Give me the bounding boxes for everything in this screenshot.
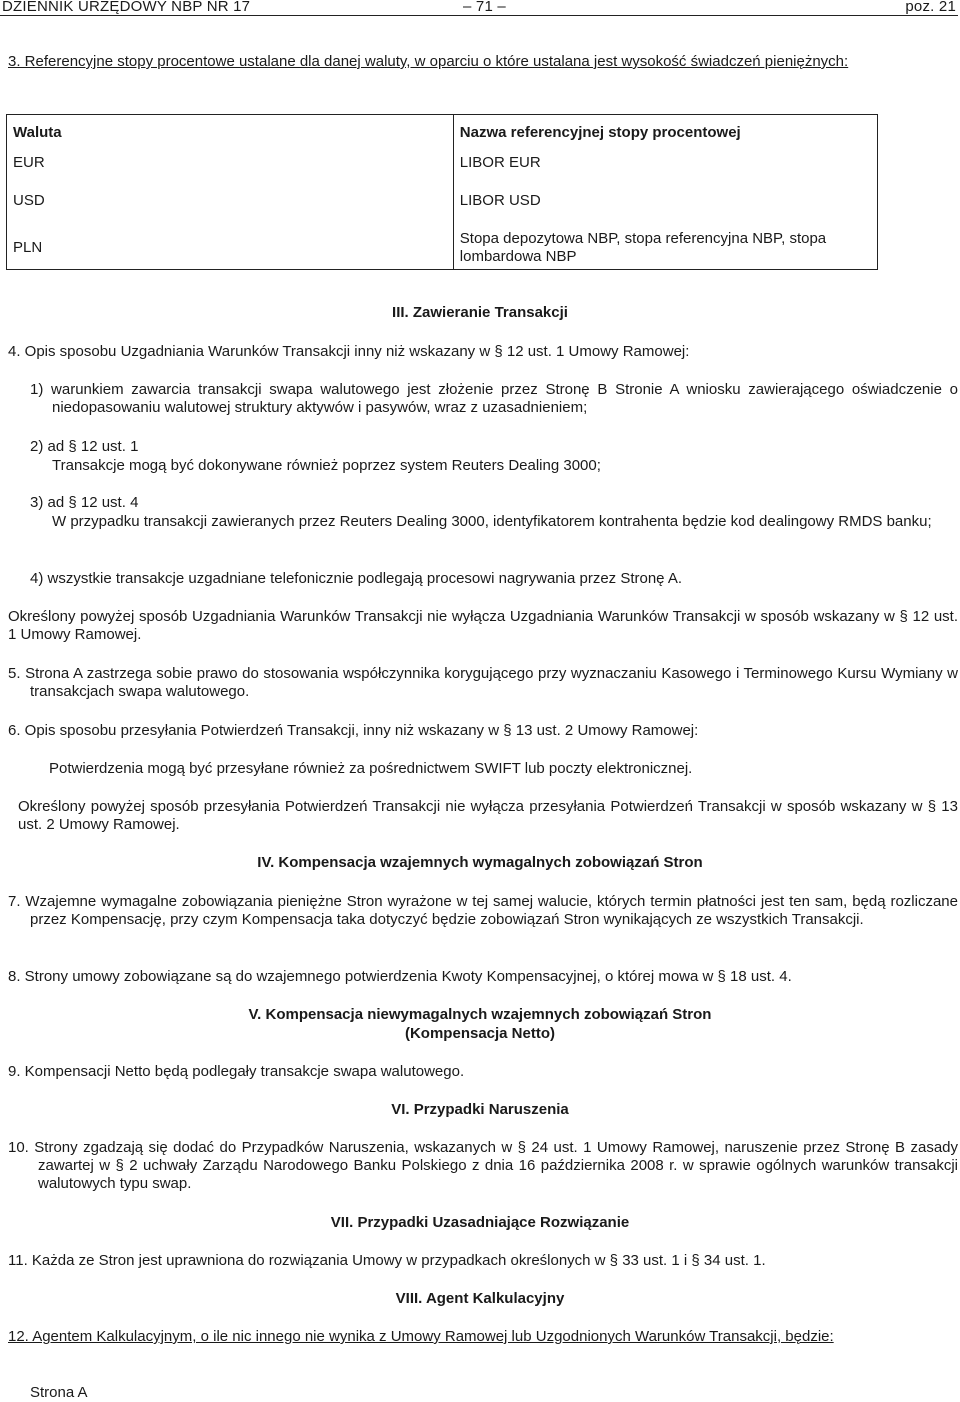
paragraph-4-4: 4) wszystkie transakcje uzgadniane telefonicznie podlegają procesowi nagrywania przez Stronę A. xyxy=(30,570,683,587)
paragraph-4-3-text: W przypadku transakcji zawieranych przez Reuters Dealing 3000, identyfikatorem kontrahenta będzie kod dealingowy RMDS banku; xyxy=(52,513,932,530)
paragraph-4: 4. Opis sposobu Uzgadniania Warunków Transakcji inny niż wskazany w § 12 ust. 1 Umowy Ramowej: xyxy=(8,343,690,360)
position-number: poz. 21 xyxy=(905,0,956,15)
table-cell: USD xyxy=(7,192,454,230)
journal-title: DZIENNIK URZĘDOWY NBP NR 17 xyxy=(2,0,251,15)
table-header-rate-name: Nazwa referencyjnej stopy procentowej xyxy=(459,124,741,141)
paragraph-4-note: Określony powyżej sposób Uzgadniania Warunków Transakcji nie wyłącza Uzgadniania Warunków Transakcji w sposób wskazany w § 12 ust. 1 Umowy Ramowej. xyxy=(8,608,958,643)
table-row xyxy=(7,154,878,192)
paragraph-4-1: 1) warunkiem zawarcia transakcji swapa walutowego jest złożenie przez Stronę B Stronie A wniosku zawierającego oświadczenie o niedopasowaniu walutowej struktury aktywów i pasywów, wraz z uzasadnieniem; xyxy=(30,381,958,416)
section-heading: IV. Kompensacja wzajemnych wymagalnych zobowiązań Stron xyxy=(257,854,703,871)
paragraph-4-3-heading: 3) ad § 12 ust. 4 xyxy=(30,494,139,511)
table-header-row xyxy=(7,115,878,155)
table-cell: LIBOR EUR xyxy=(459,154,541,171)
table-cell: Stopa depozytowa NBP, stopa referencyjna NBP, stopa lombardowa NBP xyxy=(459,230,827,265)
paragraph-9: 9. Kompensacji Netto będą podlegały transakcje swapa walutowego. xyxy=(8,1063,465,1080)
reference-rates-table xyxy=(6,114,878,270)
table-cell: LIBOR USD xyxy=(459,192,541,209)
page-header xyxy=(0,0,960,18)
paragraph-8: 8. Strony umowy zobowiązane są do wzajemnego potwierdzenia Kwoty Kompensacyjnej, o której mowa w § 18 ust. 4. xyxy=(8,968,792,985)
table-cell: PLN xyxy=(7,230,454,270)
table-header-currency: Waluta xyxy=(7,115,454,155)
header-rule xyxy=(0,15,958,16)
paragraph-6-text: Potwierdzenia mogą być przesyłane również za pośrednictwem SWIFT lub poczty elektronicznej. xyxy=(49,760,693,777)
section-heading: VII. Przypadki Uzasadniające Rozwiązanie xyxy=(330,1214,630,1231)
paragraph-4-2-text: Transakcje mogą być dokonywane również poprzez system Reuters Dealing 3000; xyxy=(52,457,601,474)
paragraph-10: 10. Strony zgadzają się dodać do Przypadków Naruszenia, wskazanych w § 24 ust. 1 Umowy Ramowej, naruszenie przez Stronę B zasady zawartej w § 2 uchwały Zarządu Narodowego Banku Polskiego z dnia 16 października 2008 r. w sprawie ogólnych warunków transakcji walutowych typu swap. xyxy=(8,1139,958,1192)
paragraph-12-text: Strona A xyxy=(30,1384,88,1401)
paragraph-7: 7. Wzajemne wymagalne zobowiązania pieniężne Stron wyrażone w tej samej walucie, których termin płatności jest ten sam, będą rozliczane przez Kompensację, przy czym Kompensacja taka dotyczyć będzie zobowiązań Stron wynikających ze wszystkich Transakcji. xyxy=(8,893,958,928)
paragraph-12: 12. Agentem Kalkulacyjnym, o ile nic innego nie wynika z Umowy Ramowej lub Uzgodnionych Warunków Transakcji, będzie: xyxy=(8,1328,834,1345)
paragraph-11: 11. Każda ze Stron jest uprawniona do rozwiązania Umowy w przypadkach określonych w § 33 ust. 1 i § 34 ust. 1. xyxy=(8,1252,766,1269)
paragraph-6: 6. Opis sposobu przesyłania Potwierdzeń Transakcji, inny niż wskazany w § 13 ust. 2 Umowy Ramowej: xyxy=(8,722,699,739)
section-heading: V. Kompensacja niewymagalnych wzajemnych zobowiązań Stron xyxy=(248,1006,712,1023)
table-cell: EUR xyxy=(7,154,454,192)
section-heading: III. Zawieranie Transakcji xyxy=(392,304,568,321)
section-heading: VIII. Agent Kalkulacyjny xyxy=(395,1290,565,1307)
section-heading: VI. Przypadki Naruszenia xyxy=(391,1101,569,1118)
page-number: – 71 – xyxy=(463,0,506,15)
paragraph-4-2-heading: 2) ad § 12 ust. 1 xyxy=(30,438,139,455)
table-row xyxy=(7,230,878,270)
section-subheading: (Kompensacja Netto) xyxy=(404,1025,556,1042)
paragraph-6-note: Określony powyżej sposób przesyłania Potwierdzeń Transakcji nie wyłącza przesyłania Potwierdzeń Transakcji w sposób wskazany w § 13 ust. 2 Umowy Ramowej. xyxy=(18,798,958,833)
table-row xyxy=(7,192,878,230)
paragraph-3: 3. Referencyjne stopy procentowe ustalane dla danej waluty, w oparciu o które ustalana jest wysokość świadczeń pieniężnych: xyxy=(8,53,849,70)
paragraph-5: 5. Strona A zastrzega sobie prawo do stosowania współczynnika korygującego przy wyznaczaniu Kasowego i Terminowego Kursu Wymiany w transakcjach swapa walutowego. xyxy=(8,665,958,700)
